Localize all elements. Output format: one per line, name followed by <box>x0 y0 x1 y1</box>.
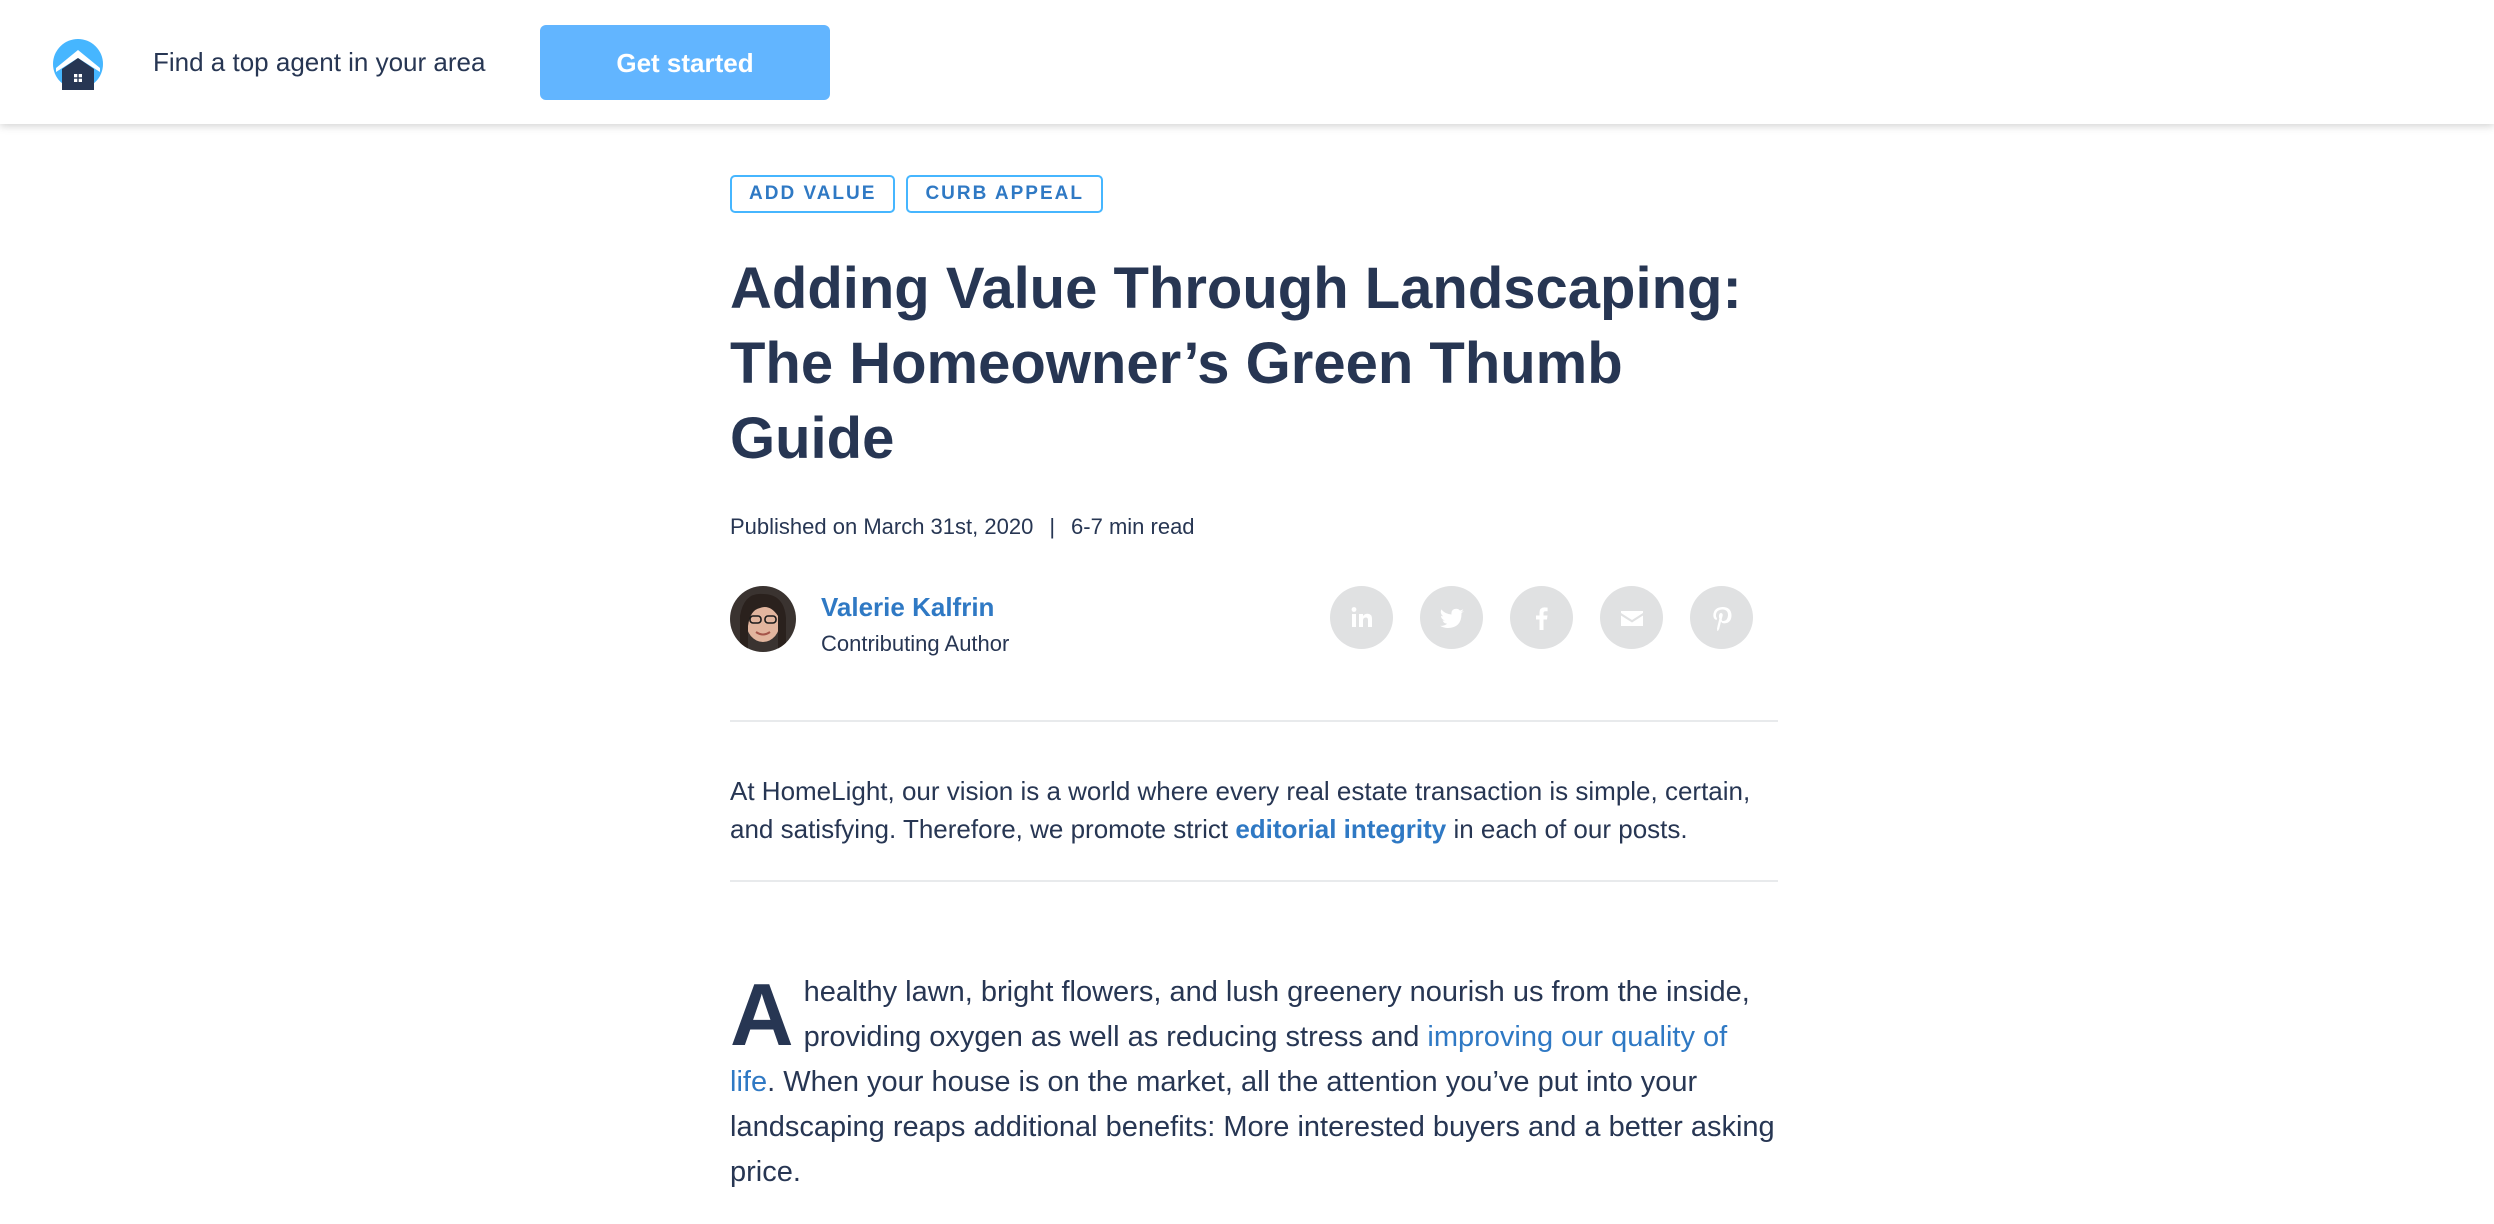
integrity-text-after: in each of our posts. <box>1446 814 1688 844</box>
divider-top <box>730 720 1778 722</box>
author-role: Contributing Author <box>821 631 1010 656</box>
article-intro-paragraph <box>730 965 1778 1195</box>
linkedin-icon <box>1348 604 1376 632</box>
divider-bottom <box>730 880 1778 882</box>
share-facebook-button[interactable] <box>1510 586 1573 649</box>
intro-text-before: healthy lawn, bright flowers, and lush greenery nourish us from the inside, providing oxygen as well as reducing stress and <box>803 976 1750 1053</box>
top-bar <box>0 0 2494 124</box>
author-name-link[interactable]: Valerie Kalfrin <box>821 592 995 622</box>
tag-add-value[interactable]: ADD VALUE <box>730 175 895 213</box>
quality-of-life-link[interactable]: improving our quality of life <box>730 1021 1728 1098</box>
published-date: Published on March 31st, 2020 <box>730 514 1034 539</box>
share-email-button[interactable] <box>1600 586 1663 649</box>
meta-separator: | <box>1049 514 1056 539</box>
author-avatar[interactable] <box>730 586 796 652</box>
email-icon <box>1617 603 1647 633</box>
twitter-icon <box>1437 603 1467 633</box>
intro-text-after: . When your house is on the market, all the attention you’ve put into your landscaping reaps additional benefits: More interested buyers and a better asking price. <box>730 1066 1775 1188</box>
integrity-text-before: At HomeLight, our vision is a world where every real estate transaction is simple, certain, and satisfying. Therefore, we promote strict <box>730 776 1751 844</box>
share-linkedin-button[interactable] <box>1330 586 1393 649</box>
article <box>730 175 1778 1224</box>
tag-curb-appeal[interactable]: CURB APPEAL <box>906 175 1103 213</box>
drop-cap: A <box>730 965 794 1064</box>
article-meta <box>730 512 1778 542</box>
header-tagline: Find a top agent in your area <box>153 47 486 77</box>
share-buttons <box>1330 586 1753 649</box>
homelight-logo-icon[interactable] <box>52 38 104 90</box>
read-time: 6-7 min read <box>1071 514 1195 539</box>
editorial-integrity-note <box>730 772 1778 848</box>
share-twitter-button[interactable] <box>1420 586 1483 649</box>
article-title: Adding Value Through Landscaping: The Homeowner’s Green Thumb Guide <box>730 256 1742 471</box>
get-started-button[interactable]: Get started <box>540 25 830 100</box>
share-pinterest-button[interactable] <box>1690 586 1753 649</box>
tag-list <box>730 175 1778 213</box>
author-row <box>730 586 1778 656</box>
author-photo-icon <box>730 586 796 652</box>
facebook-icon <box>1528 604 1556 632</box>
pinterest-icon <box>1707 603 1737 633</box>
editorial-integrity-link[interactable]: editorial integrity <box>1235 814 1447 844</box>
